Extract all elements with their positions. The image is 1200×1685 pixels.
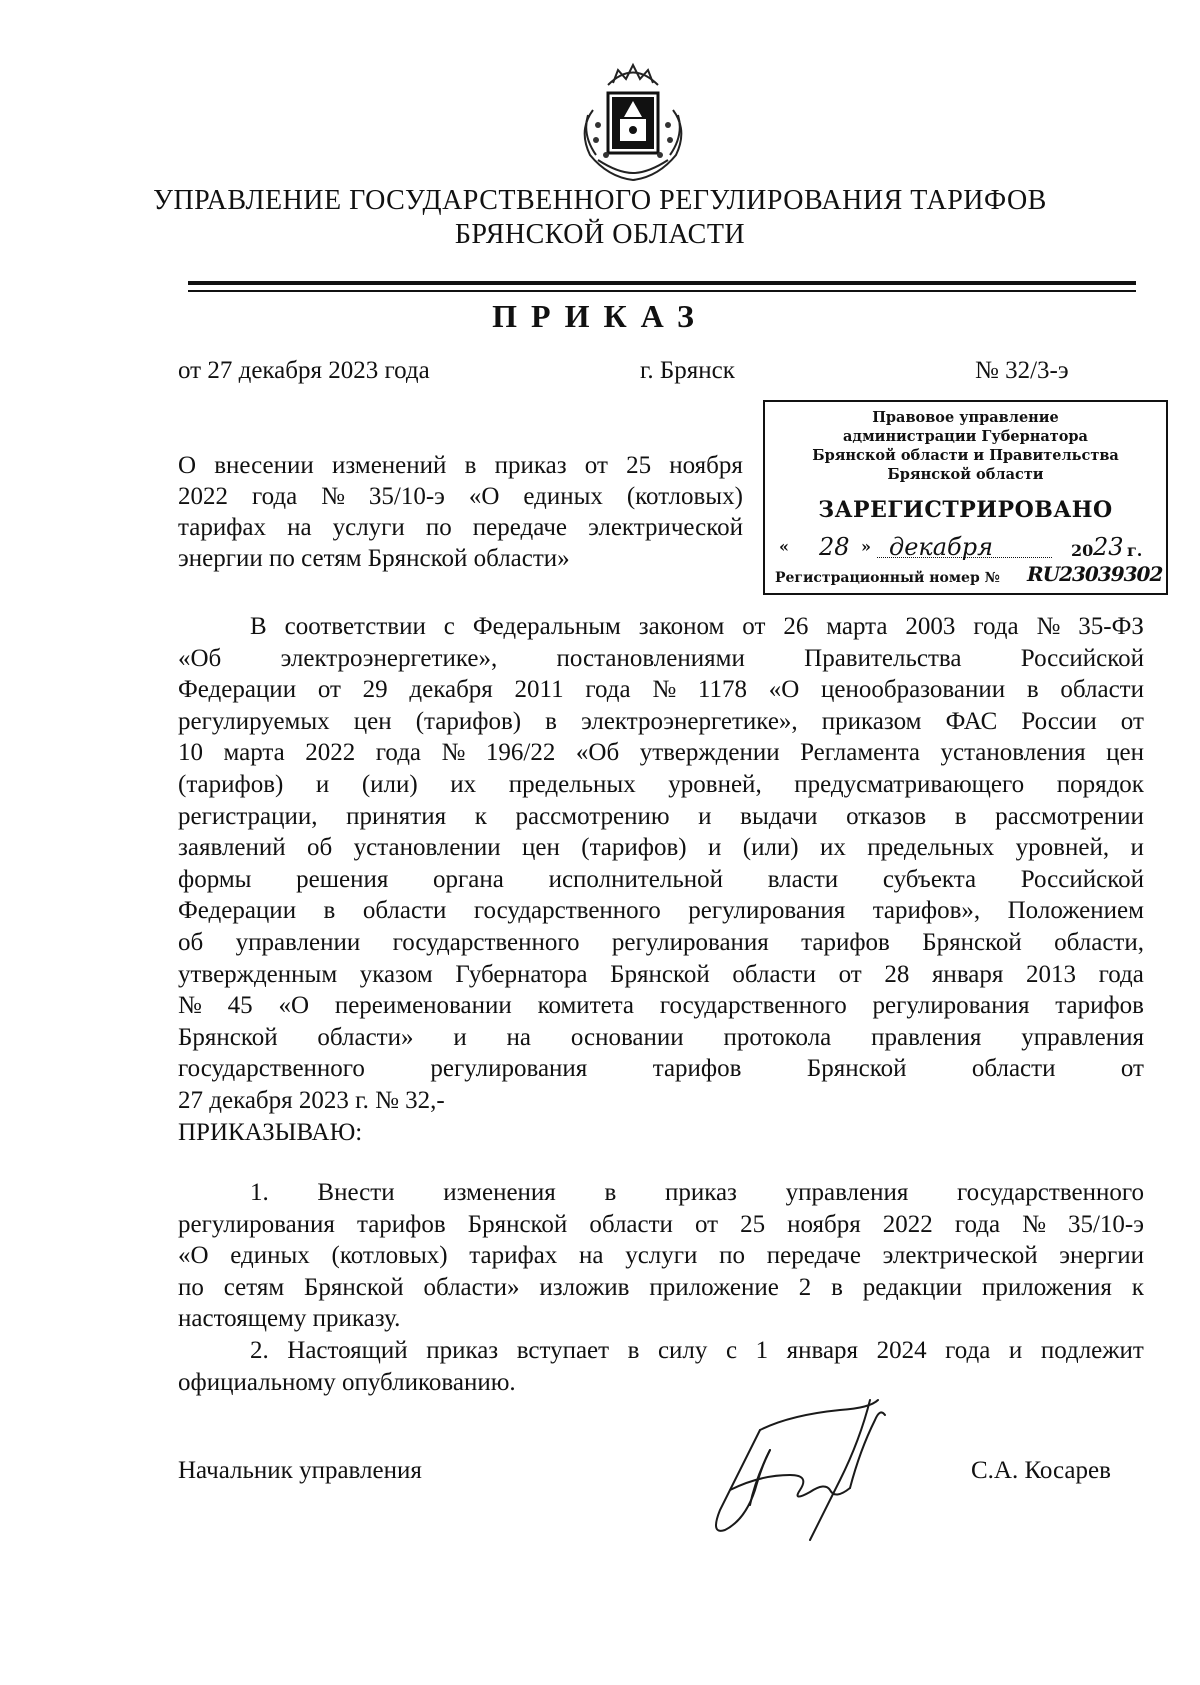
item-2-line: 2. Настоящий приказ вступает в силу с 1 января 2024 года и подлежит [250,1337,1144,1364]
item-1-paragraph [178,1177,1144,1335]
item-1-line: настоящему приказу. [178,1305,401,1333]
signature-icon [700,1380,930,1550]
stamp-date-g: г. [1127,541,1143,560]
document-city: г. Брянск [640,357,735,384]
header-rule-thick [188,281,1136,285]
preamble-line: № 45 «О переименовании комитета государственного регулирования тарифов [178,992,1144,1020]
stamp-line-4: Брянской области [887,466,1044,483]
document-title: ПРИКАЗ [492,298,708,334]
stamp-reg-number: RU23039302 [1027,562,1163,586]
topic-line: 2022 года № 35/10-э «О единых (котловых) [178,483,743,510]
preamble-line: 10 марта 2022 года № 196/22 «Об утверждении Регламента установления цен [178,739,1144,767]
order-word: ПРИКАЗЫВАЮ: [178,1118,363,1146]
preamble-line: «Об электроэнергетике», постановлениями Правительства Российской [178,644,1144,672]
preamble-line: заявлений об установлении цен (тарифов) и (или) их предельных уровней, и [178,834,1144,862]
org-name-line-2: БРЯНСКОЙ ОБЛАСТИ [454,219,746,250]
topic-line: тарифах на услуги по передаче электрической [178,514,743,541]
item-1-line: по сетям Брянской области» изложив приложение 2 в редакции приложения к [178,1273,1144,1301]
preamble-line: утвержденным указом Губернатора Брянской области от 28 января 2013 года [178,960,1144,988]
preamble-line: регулируемых цен (тарифов) в электроэнергетике», приказом ФАС России от [178,707,1144,735]
item-1-line: «О единых (котловых) тарифах на услуги по передаче электрической энергии [178,1242,1144,1270]
preamble-paragraph [178,611,1144,1148]
stamp-date-year-suffix: 23 [1093,533,1124,561]
stamp-line-2: администрации Губернатора [843,428,1088,445]
signer-position: Начальник управления [178,1457,422,1484]
signer-name: С.А. Косарев [971,1457,1111,1484]
registration-stamp [763,400,1168,595]
header-rule-thin [188,290,1136,292]
coat-of-arms-icon [568,55,698,185]
item-1-line: 1. Внести изменения в приказ управления государственного [250,1179,1144,1206]
preamble-line: В соответствии с Федеральным законом от 26 марта 2003 года № 35-ФЗ [250,613,1144,640]
stamp-date-day: 28 [819,533,850,561]
preamble-line: формы решения органа исполнительной власти субъекта Российской [178,865,1144,893]
stamp-date-month: декабря [889,533,993,561]
topic-block [178,450,743,574]
preamble-line: Брянской области» и на основании протокола правления управления [178,1023,1144,1051]
item-2-line: официальному опубликованию. [178,1368,516,1396]
stamp-line-3: Брянской области и Правительства [812,447,1119,464]
preamble-line: Федерации от 29 декабря 2011 года № 1178 «О ценообразовании в области [178,676,1144,704]
stamp-line-1: Правовое управление [872,409,1059,426]
item-2-paragraph [178,1335,1144,1398]
document-number: № 32/3-э [975,357,1069,384]
preamble-line: Федерации в области государственного регулирования тарифов», Положением [178,897,1144,925]
stamp-date: « 28 » декабря 20 23 г. [779,533,1143,561]
stamp-reg-label: Регистрационный номер № [775,570,1000,586]
preamble-line: государственного регулирования тарифов Брянской области от [178,1055,1144,1083]
document-date: от 27 декабря 2023 года [178,357,430,384]
stamp-date-underline [877,557,1052,558]
stamp-registered: ЗАРЕГИСТРИРОВАНО [818,497,1113,523]
item-1-line: регулирования тарифов Брянской области от 25 ноября 2022 года № 35/10-э [178,1210,1144,1238]
preamble-line: (тарифов) и (или) их предельных уровней, предусматривающего порядок [178,770,1144,798]
preamble-line: об управлении государственного регулирования тарифов Брянской области, [178,928,1144,956]
stamp-date-year-prefix: 20 [1071,541,1094,560]
topic-line: энергии по сетям Брянской области» [178,545,570,572]
org-name-line-1: УПРАВЛЕНИЕ ГОСУДАРСТВЕННОГО РЕГУЛИРОВАНИЯ ТАРИФОВ [153,185,1047,216]
preamble-line: регистрации, принятия к рассмотрению и выдачи отказов в рассмотрении [178,802,1144,830]
preamble-line: 27 декабря 2023 г. № 32,- [178,1086,445,1114]
topic-line: О внесении изменений в приказ от 25 ноября [178,452,743,479]
